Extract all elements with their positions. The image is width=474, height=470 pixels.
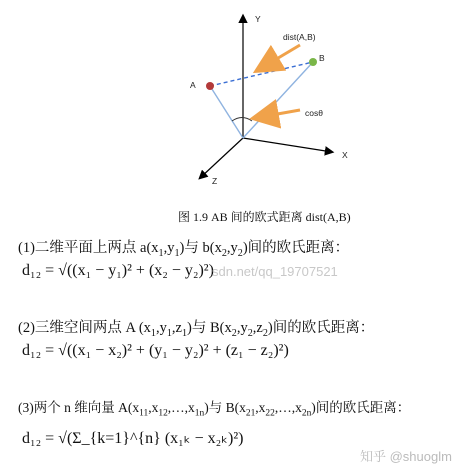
cos-arrow (255, 110, 300, 118)
section-2-formula: d₁₂ = √((x₁ − x₂)² + (y₁ − y₂)² + (z₁ − z₂)²) (22, 342, 289, 359)
point-b-label: B (319, 53, 325, 63)
section-3-title: (3)两个 n 维向量 $A(x_{11},x_{12},\dots,x_{1n})$与 $B(x_{21},x_{22},\dots,x_{2n})$间的欧氏距离： (18, 400, 411, 419)
section-1-title: (1)二维平面上两点 $a(x_1,y_1)$与 $b(x_2,y_2)$间的欧氏距离： (18, 240, 350, 259)
section-2-title: (2)三维空间两点 A $(x_1,y_1,z_1)$与 $B(x_2,y_2,z_2)$间的欧氏距离： (18, 320, 375, 339)
csdn-watermark: sdn.net/qq_19707521 (212, 264, 338, 279)
x-axis (243, 138, 332, 152)
section-1-formula: d₁₂ = √((x₁ − y₁)² + (x₂ − y₂)²) (22, 262, 214, 279)
dashed-ab (210, 62, 313, 86)
point-a (206, 82, 214, 90)
figure-caption: 图 1.9 AB 间的欧式距离 dist(A,B) (178, 210, 351, 224)
axis-z-label: Z (212, 176, 218, 186)
section-3-formula: d₁₂ = √(Σ_{k=1}^{n} (x₁ₖ − x₂ₖ)²) (22, 430, 244, 447)
zhihu-watermark: 知乎 @shuoglm (360, 449, 452, 464)
vector-ob (243, 62, 313, 138)
vector-oa (210, 86, 243, 138)
euclidean-distance-diagram (0, 0, 474, 210)
axis-x-label: X (342, 150, 348, 160)
angle-arc (232, 118, 252, 122)
point-a-label: A (190, 80, 196, 90)
dist-label: dist(A,B) (283, 32, 316, 42)
point-b (309, 58, 317, 66)
cos-label: cosθ (305, 108, 323, 118)
z-axis (200, 138, 243, 178)
axis-y-label: Y (255, 14, 261, 24)
